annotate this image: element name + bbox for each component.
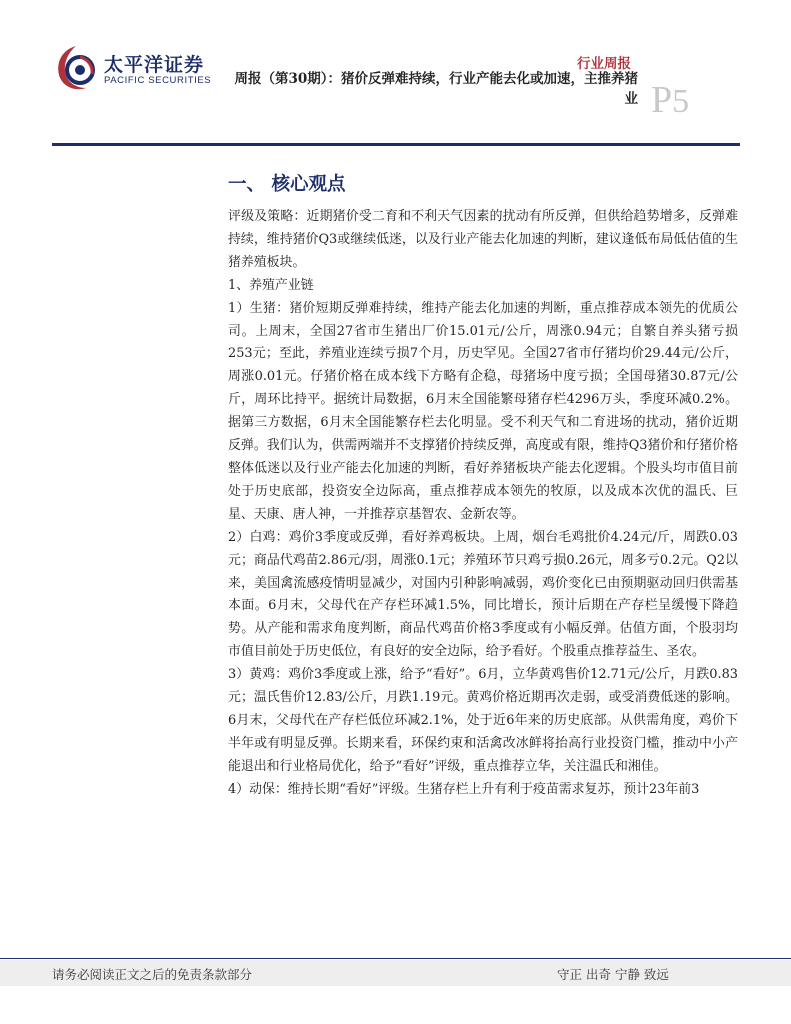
report-title: 周报（第30期）：猪价反弹难持续，行业产能去化或加速，主推养猪业 <box>234 71 638 107</box>
report-type-label: 行业周报 <box>577 56 631 72</box>
footer-divider <box>0 958 791 959</box>
body-text <box>228 206 738 802</box>
paragraph-subheading-chain: 1、养殖产业链 <box>228 277 314 293</box>
logo-english-name: PACIFIC SECURITIES <box>104 75 212 86</box>
header-divider <box>52 143 740 146</box>
page-number <box>651 78 689 122</box>
section-heading: 一、 核心观点 <box>228 174 346 195</box>
paragraph-white-chicken: 2）白鸡：鸡价3季度或反弹，看好养鸡板块。上周，烟台毛鸡批价4.24元/斤，周跌0.03元；商品代鸡苗2.86元/羽，周涨0.1元；养殖环节只鸡亏损0.26元，周多亏0.2元。Q2以来，美国禽流感疫情明显减少，对国内引种影响减弱，鸡价变化已由预期驱动回归供需基本面。6月末，父母代在产存栏环减1.5%，同比增长，预计后期在产存栏呈缓慢下降趋势。从产能和需求角度判断，商品代鸡苗价格3季度或有小幅反弹。估值方面，个股羽均市值目前处于历史低位，有良好的安全边际，给予看好。个股重点推荐益生、圣农。 <box>228 529 738 660</box>
pacific-securities-logo-icon <box>54 42 98 94</box>
company-logo <box>54 42 214 94</box>
footer-motto: 守正 出奇 宁静 致远 <box>557 967 669 982</box>
footer-disclaimer: 请务必阅读正文之后的免责条款部分 <box>52 967 253 982</box>
paragraph-rating-strategy: 评级及策略：近期猪价受二育和不利天气因素的扰动有所反弹，但供给趋势增多，反弹难持续，维持猪价Q3或继续低迷，以及行业产能去化加速的判断，建议逢低布局低估值的生猪养殖板块。 <box>228 209 738 270</box>
logo-chinese-name: 太平洋证券 <box>104 54 205 76</box>
page-digit: 5 <box>672 83 690 120</box>
page-letter: P <box>651 79 673 121</box>
paragraph-yellow-chicken: 3）黄鸡：鸡价3季度或上涨，给予“看好”。6月，立华黄鸡售价12.71元/公斤，月跌0.83元；温氏售价12.83/公斤，月跌1.19元。黄鸡价格近期再次走弱，或受消费低迷的影响。6月末，父母代在产存栏低位环减2.1%，处于近6年来的历史底部。从供需角度，鸡价下半年或有明显反弹。长期来看，环保约束和活禽改冰鲜将抬高行业投资门槛，推动中小产能退出和行业格局优化，给予“看好”评级，重点推荐立华，关注温氏和湘佳。 <box>228 667 738 774</box>
paragraph-animal-health: 4）动保：维持长期“看好”评级。生猪存栏上升有利于疫苗需求复苏，预计23年前3 <box>228 781 700 797</box>
paragraph-hogs: 1）生猪：猪价短期反弹难持续，维持产能去化加速的判断，重点推荐成本领先的优质公司。上周末，全国27省市生猪出厂价15.01元/公斤，周涨0.94元；自繁自养头猪亏损253元；至此，养殖业连续亏损7个月，历史罕见。全国27省市仔猪均价29.44元/公斤，周涨0.01元。仔猪价格在成本线下方略有企稳，母猪场中度亏损；全国母猪30.87元/公斤，周环比持平。据统计局数据，6月末全国能繁母猪存栏4296万头，季度环减0.2%。据第三方数据，6月末全国能繁存栏去化明显。受不利天气和二育进场的扰动，猪价近期反弹。我们认为，供需两端并不支撑猪价持续反弹，高度或有限，维持Q3猪价和仔猪价格整体低迷以及行业产能去化加速的判断，看好养猪板块产能去化逻辑。个股头均市值目前处于历史底部，投资安全边际高，重点推荐成本领先的牧原，以及成本次优的温氏、巨星、天康、唐人神，一并推荐京基智农、金新农等。 <box>228 300 738 522</box>
